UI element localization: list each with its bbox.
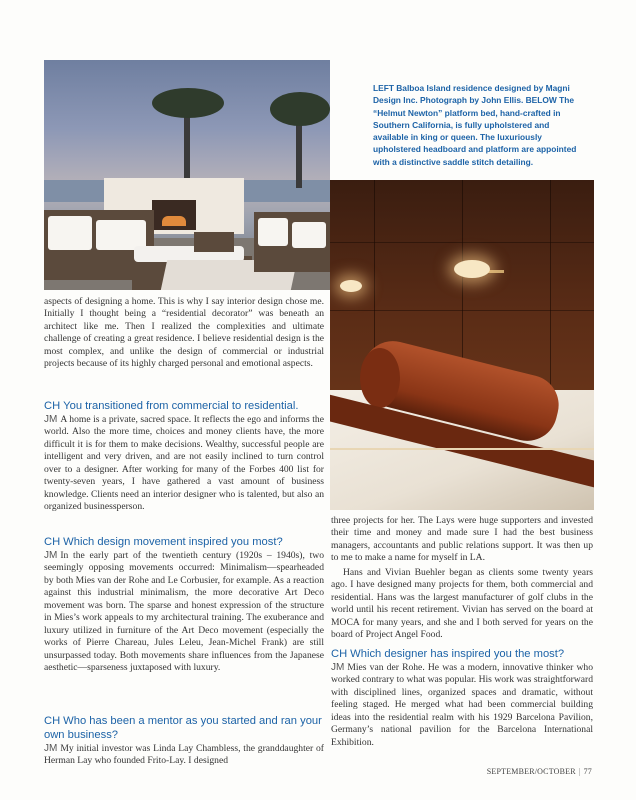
question-initials: CH	[44, 715, 61, 727]
answer-initials: JM	[331, 662, 345, 673]
question-heading	[44, 715, 324, 742]
question-text: Who has been a mentor as you started and ran your own business?	[44, 715, 322, 741]
intro-paragraph: aspects of designing a home. This is why I say interior design chose me. Initially I thought being a “residential decorator” was beneath an architect like me. Then I realized the complexities and ultimate challenge of creating a great residence. I believe residential design is the most complex, and unlike the design of commercial or industrial projects because of its highly charged personal and emotional aspects.	[44, 296, 324, 370]
palm-tree-fronds-right	[270, 92, 330, 126]
headboard-rail	[330, 242, 594, 243]
answer-initials: JM	[44, 550, 58, 561]
question-heading	[44, 536, 324, 550]
continued-paragraph: three projects for her. The Lays were huge supporters and invested their time and money and made sure I had the best business managers, accountants and public relations support. It was then up to me to make a name for myself in LA.	[331, 515, 593, 564]
question-initials: CH	[44, 536, 61, 548]
answer-paragraph	[44, 550, 324, 675]
answer-text: Mies van der Rohe. He was a modern, innovative thinker who worked contrary to what was popular. His work was straightforward with disciplined lines, organized spaces and dramatic, without feeling staged. He merged what had been commercial building ideas into the residential realm with his 1929 Barcelona Pavilion, Germany’s national pavilion for the Barcelona International Exhibition.	[331, 662, 593, 748]
cushion	[258, 218, 288, 246]
balboa-island-residence-photo	[44, 60, 330, 290]
question-text: Which designer has inspired you the most?	[350, 648, 565, 660]
answer-paragraph	[331, 662, 593, 749]
photo-caption: LEFT Balboa Island residence designed by Magni Design Inc. Photograph by John Ellis. BELOW The “Helmut Newton” platform bed, hand-crafted in Southern California, is fully upholstered and available in king or queen. The luxuriously upholstered headboard and platform are appointed with a distinctive saddle stitch detailing.	[373, 83, 577, 167]
bolster-end	[360, 348, 400, 408]
helmut-newton-bed-photo	[330, 180, 594, 510]
question-heading	[44, 400, 324, 414]
page-number: 77	[583, 767, 592, 776]
answer-paragraph	[44, 743, 324, 768]
headboard-rail	[330, 310, 594, 311]
coffee-table	[194, 232, 234, 252]
saddle-stitch-detail	[330, 448, 594, 450]
answer-text: In the early part of the twentieth century (1920s – 1940s), two seemingly opposing movements occurred: Minimalism—spearheaded by both Mies van der Rohe and Le Corbusier, for example. As a reaction against this industrial minimalism, the more decorative Art Deco movement was born. The sparse and honest expression of the structure in Mies’s work appeals to my architectural training. The exuberance and luxury utilized in furniture of the Art Deco movement (especially the works of Pierre Chareau, Jules Leleu, Jean-Michel Frank) are still unsurpassed today. Both movements share influences from the Japanese aesthetic—sparseness juxtaposed with luxury.	[44, 550, 324, 674]
cushion	[292, 222, 326, 248]
headboard-seam	[550, 180, 551, 390]
answer-text: My initial investor was Linda Lay Chambless, the granddaughter of Herman Lay who founded Frito-Lay. I designed	[44, 743, 324, 767]
palm-tree-fronds	[152, 88, 224, 118]
page-folio	[487, 767, 592, 776]
question-initials: CH	[331, 648, 348, 660]
fire	[162, 216, 186, 226]
folio-divider: |	[578, 767, 581, 776]
question-text: Which design movement inspired you most?	[63, 536, 283, 548]
question-heading	[331, 648, 593, 662]
reading-lamp-right	[454, 260, 490, 278]
question-text: You transitioned from commercial to residential.	[63, 400, 299, 412]
answer-paragraph	[44, 414, 324, 514]
answer-initials: JM	[44, 414, 58, 425]
issue-date: SEPTEMBER/OCTOBER	[486, 767, 576, 776]
answer-initials: JM	[44, 743, 58, 754]
cushion	[48, 216, 92, 250]
paragraph: Hans and Vivian Buehler began as clients some twenty years ago. I have designed many projects for them, both commercial and residential. Hans was the largest manufacturer of golf clubs in the world until his recent retirement. Vivian has served on the board at MOCA for many years, and she and I both served for years on the board of Project Angel Food.	[331, 567, 593, 641]
answer-text: A home is a private, sacred space. It reflects the ego and informs the world. Also the more time, choices and money clients have, the more difficult it is for them to make decisions. Wealthy, successful people are intelligent and very driven, and are not easily inclined to turn control over to a designer. After working for many of the Forbes 400 list for twenty-seven years, I have gathered a vast amount of business knowledge. Clients need an interior designer who is talented, but also an organized businessperson.	[44, 414, 324, 513]
question-initials: CH	[44, 400, 61, 412]
reading-lamp-left	[340, 280, 362, 292]
